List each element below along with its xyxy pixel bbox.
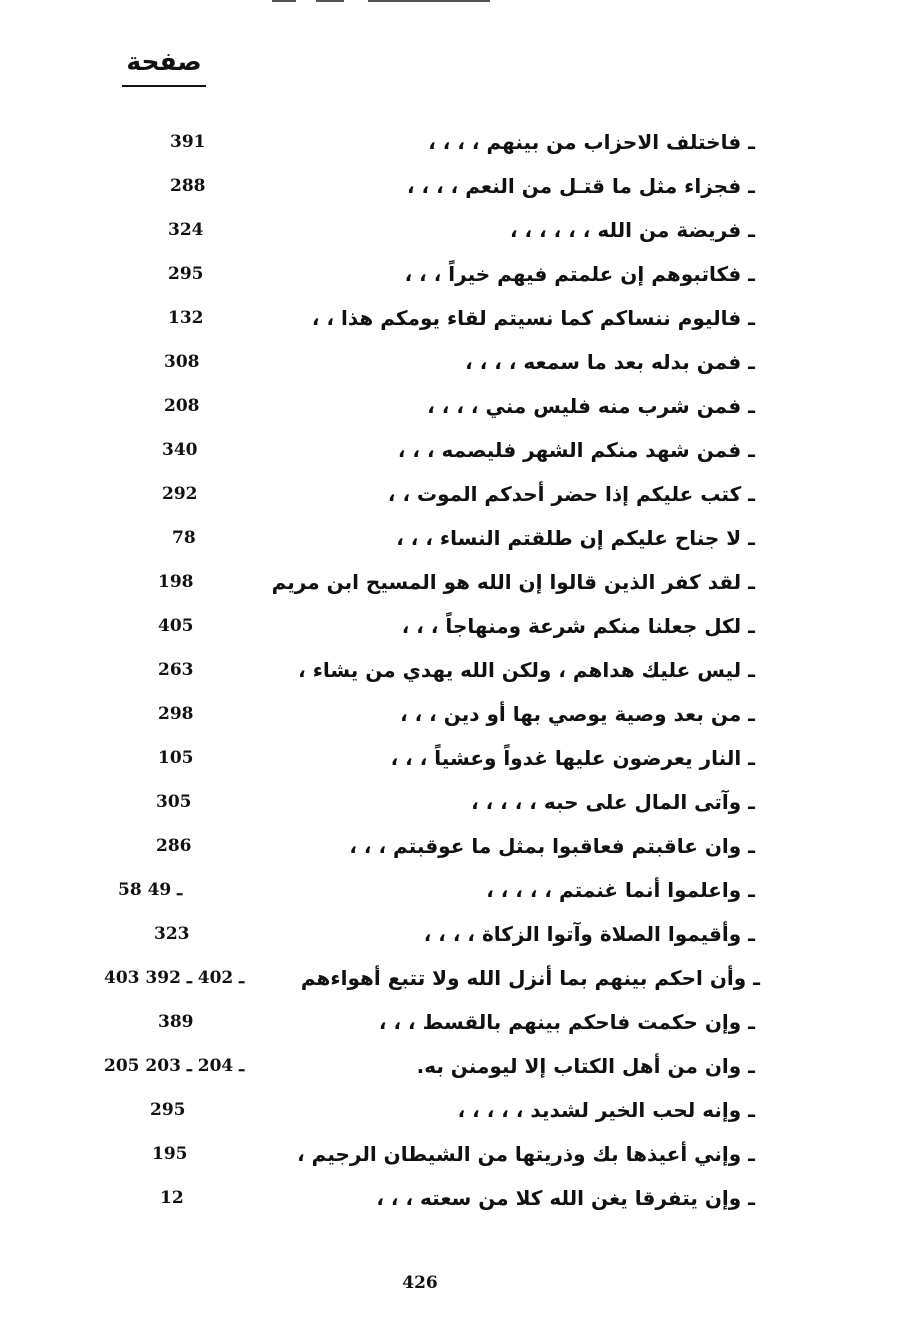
index-entry bbox=[0, 1132, 920, 1176]
index-entry bbox=[0, 252, 920, 296]
entry-pages: 295 bbox=[168, 264, 204, 284]
entry-pages: 292 bbox=[162, 484, 198, 504]
entry-text: ـ واعلموا أنما غنمتم ، ، ، ، ، bbox=[486, 878, 755, 902]
index-entry bbox=[0, 736, 920, 780]
entry-pages: 198 bbox=[158, 572, 194, 592]
index-entry bbox=[0, 560, 920, 604]
index-entry bbox=[0, 824, 920, 868]
entry-text: ـ لا جناح عليكم إن طلقتم النساء ، ، ، bbox=[396, 526, 755, 550]
top-rule-right bbox=[368, 0, 490, 2]
entry-pages: 391 bbox=[170, 132, 206, 152]
entry-pages: 405 bbox=[158, 616, 194, 636]
entry-text: ـ وأن احكم بينهم بما أنزل الله ولا تتبع أهواءهم bbox=[300, 966, 760, 990]
index-entry bbox=[0, 912, 920, 956]
entry-text: ـ كتب عليكم إذا حضر أحدكم الموت ، ، bbox=[387, 482, 755, 506]
page-column-header: صفحة bbox=[122, 45, 206, 87]
entry-pages: 305 bbox=[156, 792, 192, 812]
entry-text: ـ لكل جعلنا منكم شرعة ومنهاجاً ، ، ، bbox=[401, 614, 755, 638]
entry-text: ـ ليس عليك هداهم ، ولكن الله يهدي من يشاء ، bbox=[298, 658, 755, 682]
index-entry bbox=[0, 956, 920, 1000]
index-entry bbox=[0, 164, 920, 208]
entry-pages: 324 bbox=[168, 220, 204, 240]
entry-pages: 58 ـ 49 bbox=[118, 880, 183, 900]
index-entry bbox=[0, 516, 920, 560]
entry-text: ـ وإني أعيذها بك وذريتها من الشيطان الرجيم ، bbox=[297, 1142, 755, 1166]
entry-pages: 286 bbox=[156, 836, 192, 856]
top-rule-mid bbox=[316, 0, 344, 2]
index-entry bbox=[0, 1000, 920, 1044]
entry-pages: 78 bbox=[172, 528, 196, 548]
index-entry bbox=[0, 604, 920, 648]
index-entry bbox=[0, 1088, 920, 1132]
entry-text: ـ وآتى المال على حبه ، ، ، ، ، bbox=[471, 790, 755, 814]
index-entry bbox=[0, 384, 920, 428]
index-entry bbox=[0, 472, 920, 516]
index-entry bbox=[0, 428, 920, 472]
entry-pages: 12 bbox=[160, 1188, 184, 1208]
index-entry bbox=[0, 120, 920, 164]
entry-text: ـ فاليوم ننساكم كما نسيتم لقاء يومكم هذا ، ، bbox=[311, 306, 755, 330]
entry-pages: 323 bbox=[154, 924, 190, 944]
entry-text: ـ فاختلف الاحزاب من بينهم ، ، ، ، bbox=[428, 130, 755, 154]
index-entry bbox=[0, 208, 920, 252]
entry-text: ـ وإنه لحب الخير لشديد ، ، ، ، ، bbox=[457, 1098, 755, 1122]
index-entry bbox=[0, 1176, 920, 1220]
entry-text: ـ فمن شهد منكم الشهر فليصمه ، ، ، bbox=[397, 438, 755, 462]
index-entry bbox=[0, 868, 920, 912]
top-rule-left bbox=[272, 0, 296, 2]
entry-pages: 288 bbox=[170, 176, 206, 196]
entry-pages: 403 ـ 402 ـ 392 bbox=[104, 968, 245, 988]
index-entry bbox=[0, 692, 920, 736]
index-entry bbox=[0, 648, 920, 692]
entry-pages: 295 bbox=[150, 1100, 186, 1120]
entry-text: ـ فجزاء مثل ما قتـل من النعم ، ، ، ، bbox=[406, 174, 755, 198]
entry-pages: 105 bbox=[158, 748, 194, 768]
entry-pages: 308 bbox=[164, 352, 200, 372]
entry-pages: 389 bbox=[158, 1012, 194, 1032]
entry-text: ـ فمن بدله بعد ما سمعه ، ، ، ، bbox=[465, 350, 755, 374]
entry-pages: 208 bbox=[164, 396, 200, 416]
entry-pages: 132 bbox=[168, 308, 204, 328]
entry-text: ـ من بعد وصية يوصي بها أو دين ، ، ، bbox=[400, 702, 755, 726]
entry-text: ـ وان عاقبتم فعاقبوا بمثل ما عوقبتم ، ، ، bbox=[349, 834, 755, 858]
entry-pages: 263 bbox=[158, 660, 194, 680]
entry-text: ـ وإن حكمت فاحكم بينهم بالقسط ، ، ، bbox=[378, 1010, 755, 1034]
entry-text: ـ وإن يتفرقا يغن الله كلا من سعته ، ، ، bbox=[376, 1186, 755, 1210]
entry-text: ـ فمن شرب منه فليس مني ، ، ، ، bbox=[427, 394, 755, 418]
entry-text: ـ لقد كفر الذين قالوا إن الله هو المسيح ابن مريم bbox=[271, 570, 755, 594]
index-entry bbox=[0, 780, 920, 824]
index-entry bbox=[0, 296, 920, 340]
entry-pages: 195 bbox=[152, 1144, 188, 1164]
entry-pages: 205 ـ 204 ـ 203 bbox=[104, 1056, 245, 1076]
page-number: 426 bbox=[402, 1273, 438, 1293]
entry-pages: 340 bbox=[162, 440, 198, 460]
entry-text: ـ وان من أهل الكتاب إلا ليومنن به. bbox=[416, 1054, 755, 1078]
entry-text: ـ فكاتبوهم إن علمتم فيهم خيراً ، ، ، bbox=[404, 262, 755, 286]
entry-text: ـ النار يعرضون عليها غدواً وعشياً ، ، ، bbox=[390, 746, 755, 770]
index-entry bbox=[0, 340, 920, 384]
index-list bbox=[0, 120, 920, 1220]
index-entry bbox=[0, 1044, 920, 1088]
entry-pages: 298 bbox=[158, 704, 194, 724]
entry-text: ـ فريضة من الله ، ، ، ، ، ، bbox=[509, 218, 755, 242]
entry-text: ـ وأقيموا الصلاة وآتوا الزكاة ، ، ، ، bbox=[423, 922, 755, 946]
